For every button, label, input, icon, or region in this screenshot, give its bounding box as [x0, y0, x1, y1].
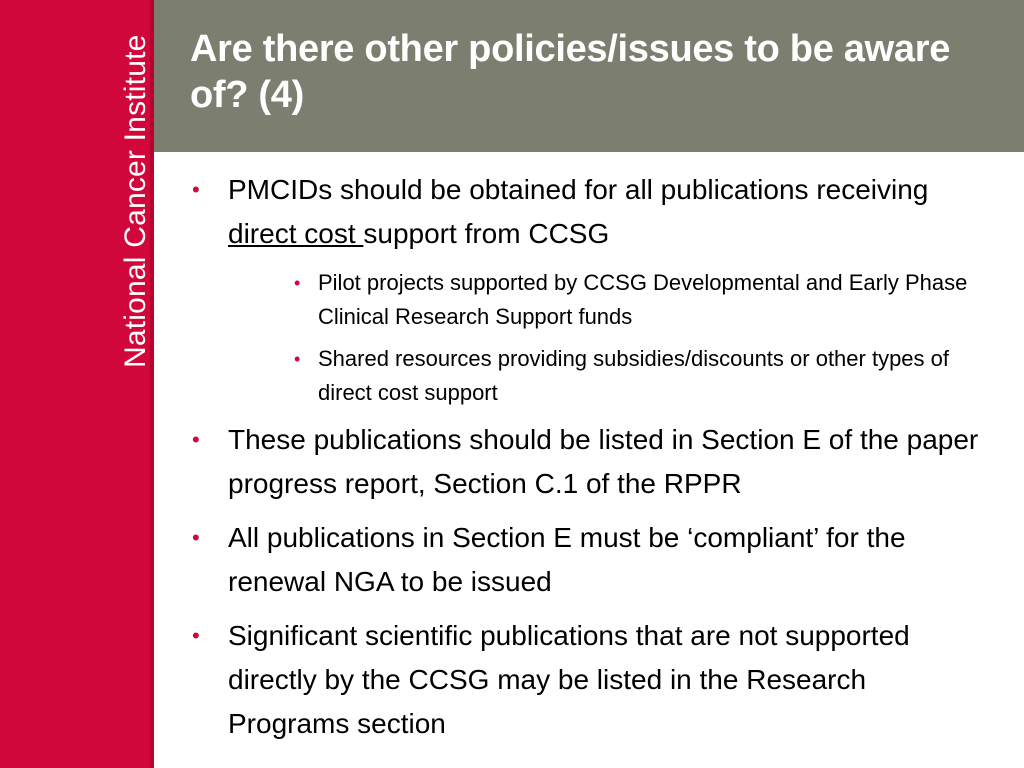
brand-name: National Cancer Institute: [119, 34, 152, 368]
bullet-text: Significant scientific publications that are not supported directly by the CCSG may be listed in the Research Programs section: [228, 620, 910, 739]
bullet-section-e-listing: [180, 418, 990, 506]
bullet-dot: •: [192, 427, 200, 452]
underlined-phrase: direct cost: [228, 218, 364, 249]
bullet-text: These publications should be listed in Section E of the paper progress report, Section C.1 of the RPPR: [228, 424, 979, 499]
bullet-research-programs: [180, 614, 990, 746]
title-bar: [154, 0, 1024, 152]
sub-bullet-text: Pilot projects supported by CCSG Developmental and Early Phase Clinical Research Support funds: [318, 270, 968, 329]
bullet-dot: •: [192, 525, 200, 550]
bullet-text-end: support from CCSG: [363, 218, 610, 249]
bullet-dot: •: [192, 177, 200, 202]
slide-title: Are there other policies/issues to be aware of? (4): [190, 28, 951, 116]
sub-bullet-shared-resources: [180, 342, 990, 410]
bullet-dot: •: [294, 349, 301, 369]
bullet-text: All publications in Section E must be ‘compliant’ for the renewal NGA to be issued: [228, 522, 906, 597]
bullet-dot: •: [192, 623, 200, 648]
bullet-dot: •: [294, 273, 301, 293]
bullet-text-start: PMCIDs should be obtained for all publications receiving: [228, 174, 929, 205]
sidebar: [0, 0, 154, 768]
sub-bullet-pilot-projects: [180, 266, 990, 334]
bullet-compliance: [180, 516, 990, 604]
slide-body: [180, 168, 990, 756]
bullet-pmcids: [180, 168, 990, 256]
sub-bullet-text: Shared resources providing subsidies/discounts or other types of direct cost support: [318, 346, 950, 405]
